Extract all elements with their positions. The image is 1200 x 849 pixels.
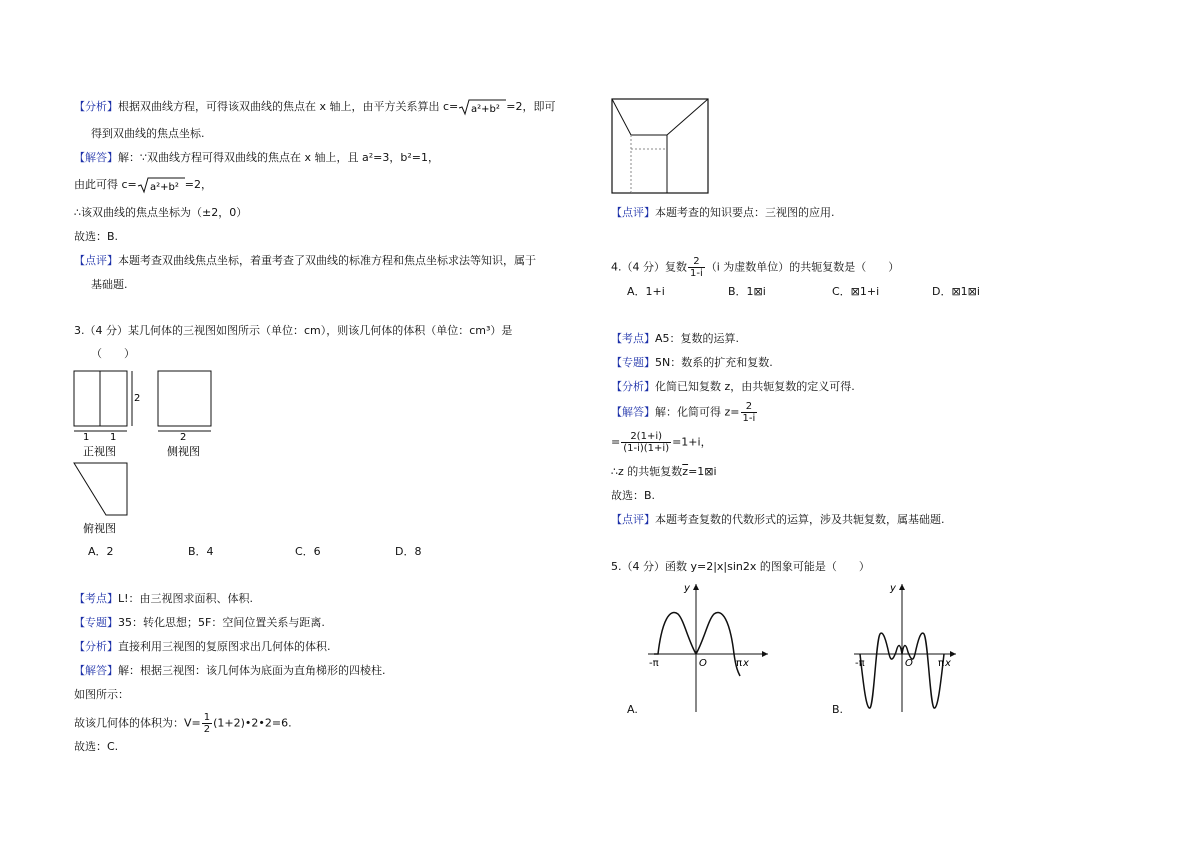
option-b[interactable]: B．4 (188, 545, 214, 558)
x-axis-arrow (762, 651, 768, 657)
graph-b[interactable] (846, 580, 976, 715)
graph-a-label: A. (627, 703, 638, 716)
conjugate-post: =1⊠i (688, 465, 717, 478)
step-post: =1+i， (672, 435, 712, 449)
pi-label: π (736, 658, 743, 669)
numerator: 2 (741, 401, 758, 413)
y-label: y (684, 583, 690, 594)
solid-figure (610, 97, 720, 197)
comment-4-tag: 【点评】 (611, 513, 655, 526)
c-value-tail: =2， (184, 178, 212, 191)
option-d[interactable]: D．⊠1⊠i (932, 285, 980, 298)
topic-4-text: 5N：数系的扩充和复数. (655, 356, 773, 369)
knowledge-tag: 【考点】 (74, 592, 118, 605)
as-figure-line: 如图所示： (74, 688, 129, 701)
volume-prefix: 故该几何体的体积为：V= (74, 716, 201, 730)
comment-line (74, 254, 536, 268)
comment-text: 本题考查双曲线焦点坐标，着重考查了双曲线的标准方程和焦点坐标求法等知识，属于 (118, 254, 536, 267)
denominator: 1-i (690, 268, 703, 279)
radical-sign (458, 98, 506, 116)
analysis-line (74, 98, 555, 116)
knowledge-4-tag: 【考点】 (611, 332, 655, 345)
neg-pi-label: -π (649, 658, 659, 669)
analysis-tag: 【分析】 (74, 100, 118, 113)
neg-pi-label: -π (855, 658, 865, 669)
origin-label: O (905, 658, 913, 669)
x-label: x (743, 658, 749, 669)
edge-top-right (667, 99, 708, 135)
solution-4-text: 解：化简可得 z= (655, 405, 740, 419)
solution-3-text: 解：根据三视图：该几何体为底面为直角梯形的四棱柱. (118, 664, 386, 677)
radicand: a²+b² (471, 104, 501, 115)
dimension-height-label: 2 (134, 393, 141, 404)
y-axis-arrow (693, 584, 699, 590)
comment-4-text: 本题考查复数的代数形式的运算，涉及共轭复数，属基础题. (655, 513, 945, 526)
comment-continuation: 基础题. (91, 278, 128, 291)
option-b[interactable]: B．1⊠i (728, 285, 766, 298)
analysis-3-text: 直接利用三视图的复原图求出几何体的体积. (118, 640, 331, 653)
analysis-3-tag: 【分析】 (74, 640, 118, 653)
solution-3-line (74, 664, 386, 678)
comment-tag: 【点评】 (74, 254, 118, 267)
analysis-4-tag: 【分析】 (611, 380, 655, 393)
pi-label: π (938, 658, 945, 669)
knowledge-4-line (611, 332, 739, 346)
option-d[interactable]: D．8 (395, 545, 422, 558)
question-3: 3.（4 分）某几何体的三视图如图所示（单位：cm），则该几何体的体积（单位：cm³）是 (74, 324, 513, 337)
topic-line (74, 616, 325, 630)
radical-sign (137, 176, 185, 194)
solution-tag: 【解答】 (74, 151, 118, 164)
comment-3-text: 本题考查的知识要点：三视图的应用. (655, 206, 835, 219)
side-view-label: 侧视图 (167, 445, 200, 458)
dimension-width-label-1: 1 (83, 432, 90, 443)
analysis-tail: =2，即可 (506, 100, 556, 113)
answer-4-line: 故选：B. (611, 489, 656, 502)
denominator: 1-i (742, 413, 756, 424)
option-c[interactable]: C．⊠1+i (832, 285, 880, 298)
curve-a (654, 613, 743, 676)
solution-line (74, 151, 439, 165)
topic-4-tag: 【专题】 (611, 356, 655, 369)
question-4-prefix: 4.（4 分）复数 (611, 260, 687, 274)
focus-line: ∴该双曲线的焦点坐标为（±2，0） (74, 206, 248, 219)
origin-label: O (699, 658, 707, 669)
analysis-text: 根据双曲线方程，可得该双曲线的焦点在 x 轴上，由平方关系算出 c= (118, 100, 459, 113)
inner-face (631, 135, 667, 193)
solution-text: 解：∵双曲线方程可得双曲线的焦点在 x 轴上，且 a²=3，b²=1， (118, 151, 439, 164)
knowledge-line (74, 592, 253, 606)
denominator: 2 (203, 724, 211, 735)
topic-4-line (611, 356, 773, 370)
graph-b-label: B. (832, 703, 844, 716)
analysis-4-line (611, 380, 855, 394)
analysis-3-line (74, 640, 331, 654)
outer-square (612, 99, 708, 193)
option-a[interactable]: A．2 (88, 545, 114, 558)
solution-4-tag: 【解答】 (611, 405, 655, 419)
option-a[interactable]: A．1+i (627, 285, 665, 298)
question-4-fraction (688, 256, 705, 279)
topic-tag: 【专题】 (74, 616, 118, 629)
topic-text: 35：转化思想；5F：空间位置关系与距离. (118, 616, 325, 629)
step-line (611, 431, 712, 454)
question-3-paren: （ ） (91, 347, 135, 360)
z-bar: $\overline{z}$ (682, 465, 689, 478)
volume-line (74, 712, 292, 735)
knowledge-4-text: A5：复数的运算. (655, 332, 740, 345)
analysis-continuation: 得到双曲线的焦点坐标. (91, 127, 205, 140)
x-label: x (945, 658, 951, 669)
analysis-4-text: 化简已知复数 z，由共轭复数的定义可得. (655, 380, 855, 393)
answer-3-line: 故选：C. (74, 740, 119, 753)
solution-4-fraction (741, 401, 758, 424)
question-5: 5.（4 分）函数 y=2|x|sin2x 的图象可能是（ ） (611, 560, 870, 573)
solution-3-tag: 【解答】 (74, 664, 118, 677)
volume-post: (1+2)•2•2=6. (213, 716, 292, 730)
dimension-side-width-label: 2 (180, 432, 187, 443)
question-4 (611, 256, 899, 279)
y-label: y (890, 583, 896, 594)
comment-3-line (611, 206, 835, 220)
knowledge-text: L!：由三视图求面积、体积. (118, 592, 254, 605)
answer-line: 故选：B. (74, 230, 119, 243)
option-c[interactable]: C．6 (295, 545, 321, 558)
dimension-width-label-2: 1 (110, 432, 117, 443)
comment-4-line (611, 513, 945, 527)
step-prefix: = (611, 435, 621, 449)
side-view (158, 371, 211, 426)
three-view-diagram (66, 368, 226, 538)
fraction-half (202, 712, 212, 735)
denominator: (1-i)(1+i) (623, 443, 670, 454)
top-view-label: 俯视图 (83, 522, 116, 535)
conjugate-prefix: ∴z 的共轭复数 (611, 465, 683, 478)
y-axis-arrow (899, 584, 905, 590)
solution-4-line (611, 401, 758, 424)
numerator: 2(1+i) (621, 431, 671, 443)
c-value-line (74, 176, 212, 194)
comment-3-tag: 【点评】 (611, 206, 655, 219)
graph-a[interactable] (640, 580, 770, 715)
question-4-post: （i 为虚数单位）的共轭复数是（ ） (705, 260, 900, 274)
x-axis-arrow (950, 651, 956, 657)
edge-top-left (612, 99, 631, 135)
numerator: 2 (688, 256, 705, 268)
top-view (74, 463, 127, 515)
sqrt-expression (458, 98, 506, 116)
numerator: 1 (203, 712, 211, 723)
conjugate-line (611, 465, 717, 479)
c-value-prefix: 由此可得 c= (74, 178, 137, 191)
step-fraction (621, 431, 671, 454)
front-view-label: 正视图 (83, 445, 116, 458)
radicand: a²+b² (149, 182, 179, 193)
